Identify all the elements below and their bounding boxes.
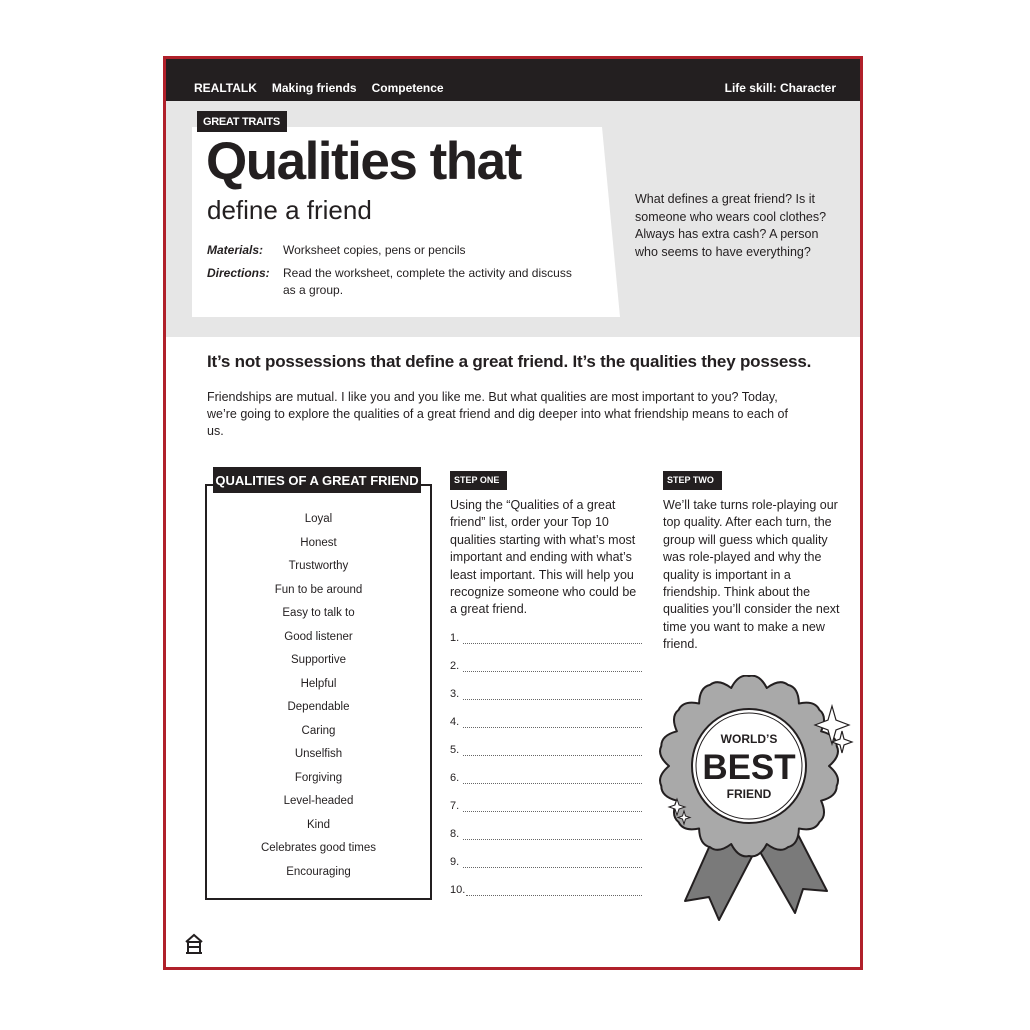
list-item: Supportive [291, 654, 346, 666]
list-item: Dependable [287, 701, 350, 713]
badge-line-friend: FRIEND [726, 787, 772, 801]
step-one-text: Using the “Qualities of a great friend” list, order your Top 10 qualities starting with what’s most important and ending with what’s least important. This will help you recognize someone who could be a great friend. [450, 498, 637, 617]
page-subtitle: define a friend [207, 195, 372, 225]
rank-row [450, 772, 642, 800]
main-headline: It’s not possessions that define a great friend. It’s the qualities they possess. [207, 352, 812, 371]
page-title: Qualities that [206, 132, 521, 191]
step-two-label: STEP TWO [663, 471, 722, 490]
ranking-list [450, 632, 642, 912]
nav-competence: Competence [371, 81, 444, 95]
rank-blank[interactable] [463, 772, 642, 784]
rank-blank[interactable] [463, 632, 642, 644]
breadcrumb [194, 81, 444, 95]
life-skill-label: Life skill: Character [724, 81, 836, 95]
badge-line-worlds: WORLD’S [720, 732, 778, 746]
worksheet-page [163, 56, 863, 970]
list-item: Kind [306, 818, 331, 831]
list-item: Easy to talk to [282, 607, 355, 619]
list-item: Honest [300, 536, 337, 549]
qualities-heading: QUALITIES OF A GREAT FRIEND [213, 467, 421, 493]
rank-number: 9. [450, 856, 460, 868]
rank-blank[interactable] [463, 828, 642, 840]
rank-blank[interactable] [463, 856, 642, 868]
rank-number: 6. [450, 772, 460, 784]
rank-row [450, 828, 642, 856]
list-item: Unselfish [294, 748, 343, 760]
top-bar [166, 59, 860, 101]
nav-realtalk: REALTALK [194, 81, 257, 95]
main-body: Friendships are mutual. I like you and you like me. But what qualities are most important to you? Today, we’re going to explore the qualities of a great friend and dig deeper into what friendship means to each of us. [207, 390, 788, 438]
rank-blank[interactable] [463, 744, 642, 756]
rank-blank[interactable] [463, 688, 642, 700]
directions-label: Directions: [207, 266, 270, 280]
list-item: Fun to be around [274, 583, 363, 596]
rank-number: 3. [450, 688, 460, 700]
rank-row [450, 884, 642, 912]
list-item: Forgiving [294, 771, 343, 784]
rank-number: 7. [450, 800, 460, 812]
rank-number: 8. [450, 828, 460, 840]
rank-number: 5. [450, 744, 460, 756]
rank-row [450, 716, 642, 744]
list-item: Celebrates good times [260, 842, 377, 854]
materials-label: Materials: [207, 243, 264, 257]
best-friend-badge [657, 675, 857, 925]
rank-blank[interactable] [463, 660, 642, 672]
hero-section [166, 101, 860, 337]
rank-row [450, 744, 642, 772]
rank-row [450, 800, 642, 828]
list-item: Caring [301, 724, 336, 737]
rank-number: 1. [450, 632, 460, 644]
nav-making-friends: Making friends [271, 81, 357, 95]
rank-number: 10. [450, 884, 466, 896]
rank-blank[interactable] [463, 716, 642, 728]
list-item: Good listener [284, 630, 353, 643]
step-two-text: We’ll take turns role-playing our top quality. After each turn, the group will guess which quality was role-played and why the quality is important in a friendship. Think about the qualities you’ll consider the next time you want to make a new friend. [663, 498, 840, 652]
rank-row [450, 660, 642, 688]
list-item: Level-headed [283, 795, 354, 807]
rank-row [450, 856, 642, 884]
intro-text: What defines a great friend? Is it someone who wears cool clothes? Always has extra cash? A person who seems to have everything? [635, 192, 827, 259]
materials-value: Worksheet copies, pens or pencils [283, 243, 466, 257]
rank-blank[interactable] [463, 800, 642, 812]
qualities-list [205, 508, 432, 884]
directions-value: Read the worksheet, complete the activity and discuss as a group. [283, 266, 572, 297]
rank-blank[interactable] [466, 884, 642, 896]
rank-row [450, 688, 642, 716]
badge-line-best: BEST [702, 748, 796, 787]
list-item: Encouraging [286, 865, 351, 878]
rank-number: 4. [450, 716, 460, 728]
rank-number: 2. [450, 660, 460, 672]
step-one-label: STEP ONE [450, 471, 507, 490]
list-item: Loyal [304, 513, 333, 525]
list-item: Trustworthy [288, 560, 349, 572]
house-icon [184, 933, 204, 955]
rank-row [450, 632, 642, 660]
great-traits-tag: GREAT TRAITS [197, 111, 287, 132]
list-item: Helpful [300, 677, 337, 690]
